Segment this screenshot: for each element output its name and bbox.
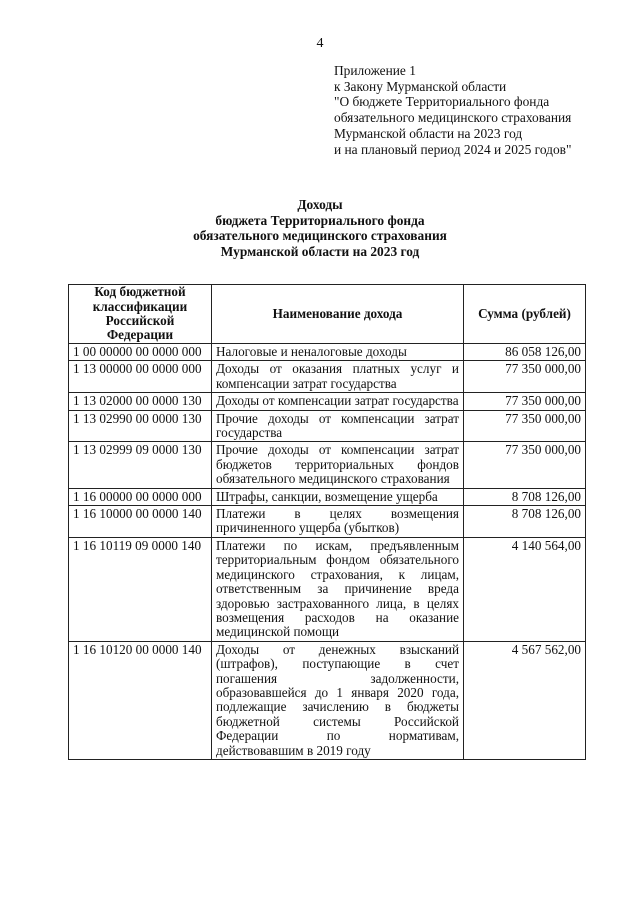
row-amount: 4 567 562,00 xyxy=(464,641,586,759)
row-code: 1 16 00000 00 0000 000 xyxy=(69,488,212,505)
appendix-line: обязательного медицинского страхования xyxy=(334,110,572,126)
income-table xyxy=(68,284,586,760)
row-code: 1 13 02990 00 0000 130 xyxy=(69,410,212,442)
row-name: Доходы от денежных взысканий (штрафов), поступающие в счет погашения задолженности, образовавшейся до 1 января 2020 года, подлежащие зачислению в бюджеты бюджетной системы Российской Федерации по нормативам, действовавшим в 2019 году xyxy=(212,641,464,759)
table-row xyxy=(69,442,586,488)
row-name: Налоговые и неналоговые доходы xyxy=(212,344,464,361)
row-amount: 8 708 126,00 xyxy=(464,488,586,505)
row-code: 1 16 10119 09 0000 140 xyxy=(69,537,212,641)
appendix-note xyxy=(334,63,624,157)
header-amount: Сумма (рублей) xyxy=(464,285,586,344)
appendix-line: к Закону Мурманской области xyxy=(334,78,507,94)
table-row xyxy=(69,641,586,759)
title-line: Доходы xyxy=(297,197,343,212)
table-header-row xyxy=(69,285,586,344)
row-amount: 86 058 126,00 xyxy=(464,344,586,361)
table-row xyxy=(69,344,586,361)
appendix-line: Приложение 1 xyxy=(334,63,416,78)
row-code: 1 13 02999 09 0000 130 xyxy=(69,442,212,488)
row-amount: 77 350 000,00 xyxy=(464,442,586,488)
table-row xyxy=(69,393,586,410)
row-amount: 77 350 000,00 xyxy=(464,410,586,442)
row-code: 1 00 00000 00 0000 000 xyxy=(69,344,212,361)
title-line: Мурманской области на 2023 год xyxy=(220,244,420,260)
row-code: 1 13 00000 00 0000 000 xyxy=(69,361,212,393)
table-row xyxy=(69,537,586,641)
row-name: Платежи в целях возмещения причиненного ущерба (убытков) xyxy=(212,506,464,538)
appendix-line: Мурманской области на 2023 год xyxy=(334,125,523,141)
document-title xyxy=(0,197,640,260)
row-name: Прочие доходы от компенсации затрат государства xyxy=(212,410,464,442)
row-amount: 8 708 126,00 xyxy=(464,506,586,538)
row-name: Доходы от оказания платных услуг и компенсации затрат государства xyxy=(212,361,464,393)
row-name: Штрафы, санкции, возмещение ущерба xyxy=(212,488,464,505)
table-row xyxy=(69,361,586,393)
header-code: Код бюджетной классификации Российской Федерации xyxy=(69,285,212,344)
row-amount: 77 350 000,00 xyxy=(464,361,586,393)
page-number: 4 xyxy=(316,36,324,51)
table-row xyxy=(69,488,586,505)
header-name: Наименование дохода xyxy=(212,285,464,344)
appendix-line: и на плановый период 2024 и 2025 годов" xyxy=(334,141,572,157)
row-code: 1 13 02000 00 0000 130 xyxy=(69,393,212,410)
row-code: 1 16 10000 00 0000 140 xyxy=(69,506,212,538)
title-line: бюджета Территориального фонда xyxy=(215,212,425,228)
row-name: Платежи по искам, предъявленным территориальным фондом обязательного медицинского страхования, к лицам, ответственным за причинение вреда здоровью застрахованного лица, в целях возмещения расходов на оказание медицинской помощи xyxy=(212,537,464,641)
appendix-line: "О бюджете Территориального фонда xyxy=(334,94,550,110)
row-amount: 77 350 000,00 xyxy=(464,393,586,410)
table-row xyxy=(69,506,586,538)
row-amount: 4 140 564,00 xyxy=(464,537,586,641)
row-name: Прочие доходы от компенсации затрат бюджетов территориальных фондов обязательного медицинского страхования xyxy=(212,442,464,488)
table-row xyxy=(69,410,586,442)
title-line: обязательного медицинского страхования xyxy=(193,228,447,244)
row-code: 1 16 10120 00 0000 140 xyxy=(69,641,212,759)
row-name: Доходы от компенсации затрат государства xyxy=(212,393,464,410)
